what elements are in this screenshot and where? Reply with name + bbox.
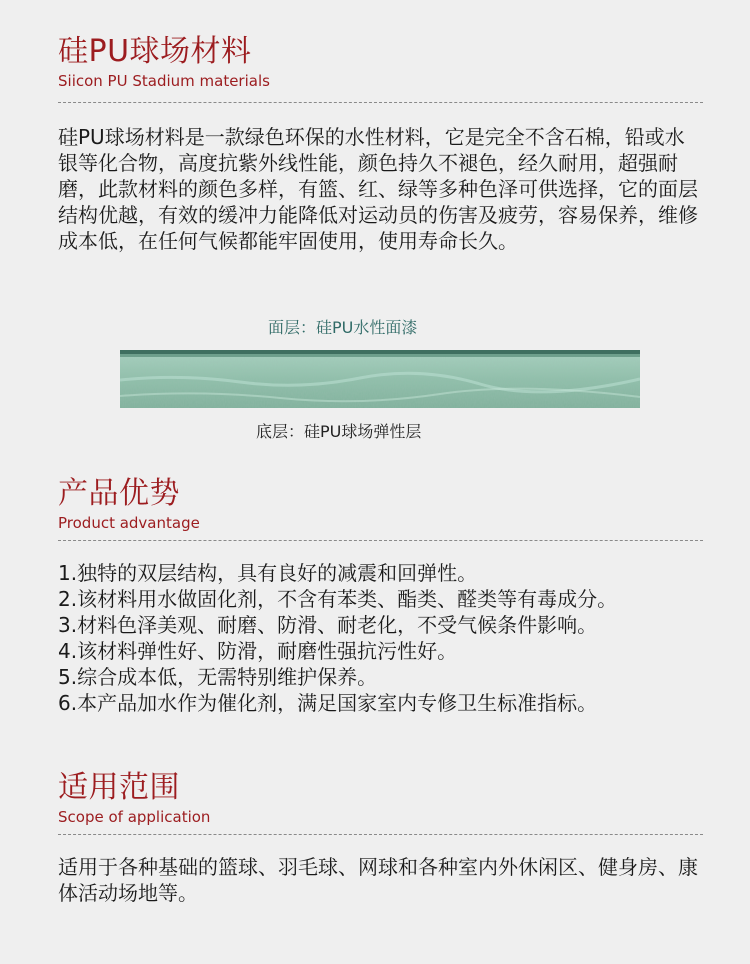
list-item: 5.综合成本低，无需特别维护保养。 (58, 665, 378, 689)
bottom-layer-label: 底层：硅PU球场弹性层 (256, 422, 422, 441)
advantage-list (58, 560, 703, 716)
list-item: 1.独特的双层结构，具有良好的减震和回弹性。 (58, 561, 478, 585)
section-title-material: 硅PU球场材料 (58, 34, 252, 69)
section-subtitle-advantage: Product advantage (58, 514, 200, 532)
list-item: 3.材料色泽美观、耐磨、防滑、耐老化，不受气候条件影响。 (58, 613, 598, 637)
section-subtitle-scope: Scope of application (58, 808, 211, 826)
list-item: 2.该材料用水做固化剂，不含有苯类、酯类、醛类等有毒成分。 (58, 587, 618, 611)
section-material-header (58, 34, 703, 90)
list-item: 6.本产品加水作为催化剂，满足国家室内专修卫生标准指标。 (58, 691, 598, 715)
divider (58, 834, 703, 835)
scope-description: 适用于各种基础的篮球、羽毛球、网球和各种室内外休闲区、健身房、康体活动场地等。 (58, 855, 698, 905)
top-layer-label: 面层：硅PU水性面漆 (268, 318, 418, 337)
list-item: 4.该材料弹性好、防滑，耐磨性强抗污性好。 (58, 639, 458, 663)
material-sample-image (120, 350, 640, 408)
section-title-advantage: 产品优势 (58, 476, 180, 511)
section-subtitle-material: Siicon PU Stadium materials (58, 72, 270, 90)
divider (58, 540, 703, 541)
section-scope-header (58, 770, 703, 826)
material-description: 硅PU球场材料是一款绿色环保的水性材料，它是完全不含石棉，铅或水银等化合物，高度抗紫外线性能，颜色持久不褪色，经久耐用，超强耐磨，此款材料的颜色多样，有篮、红、绿等多种色泽可供选择，它的面层结构优越，有效的缓冲力能降低对运动员的伤害及疲劳，容易保养，维修成本低，在任何气候都能牢固使用，使用寿命长久。 (58, 125, 698, 253)
section-advantage-header (58, 476, 703, 532)
section-title-scope: 适用范围 (58, 770, 180, 805)
divider (58, 102, 703, 103)
